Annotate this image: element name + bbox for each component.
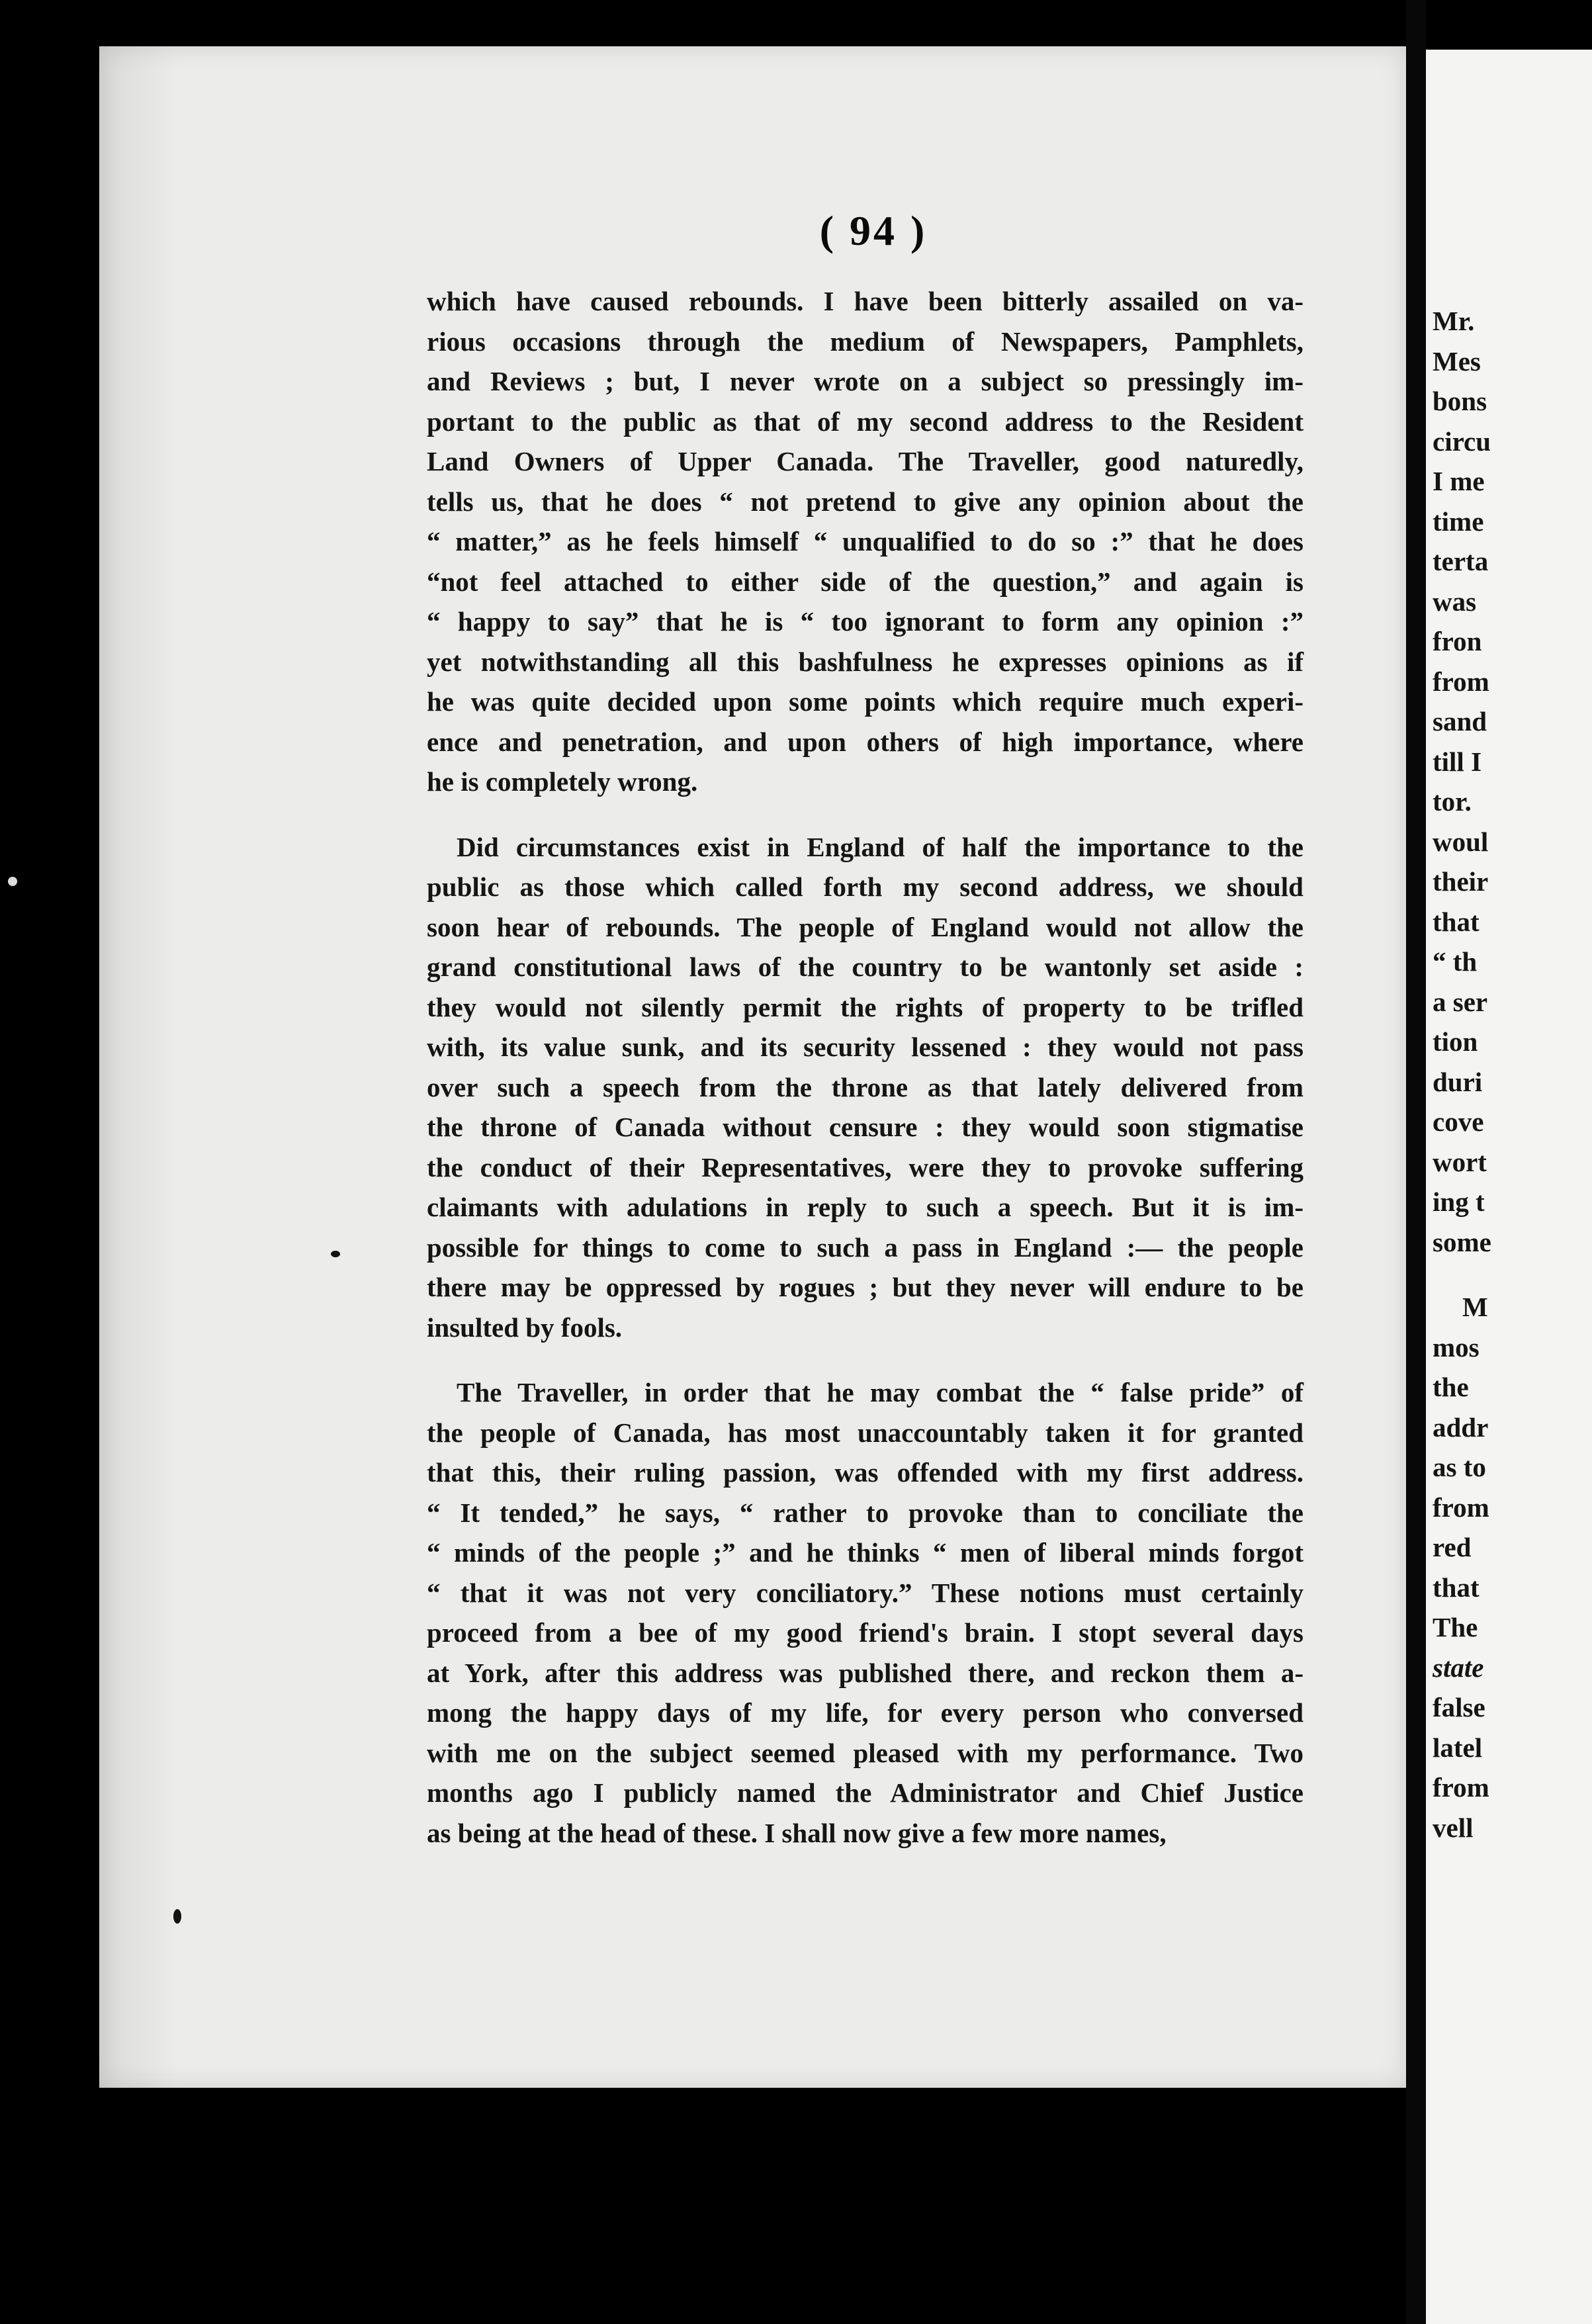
fragment-line: Mes bbox=[1433, 345, 1481, 377]
text-line: he is completely wrong. bbox=[427, 766, 698, 797]
fragment-line: addr bbox=[1433, 1411, 1489, 1443]
text-line: Land Owners of Upper Canada. The Traveller, good naturedly, bbox=[427, 446, 1304, 476]
fragment-line: “ th bbox=[1433, 946, 1478, 977]
fragment-line: from bbox=[1433, 1492, 1489, 1523]
fragment-line: till I bbox=[1433, 746, 1482, 777]
text-line: they would not silently permit the rights of property to be trifled bbox=[427, 991, 1304, 1022]
text-line: the conduct of their Representatives, were they to provoke suffering bbox=[427, 1151, 1304, 1183]
text-line: soon hear of rebounds. The people of England would not allow the bbox=[427, 911, 1304, 942]
text-line: yet notwithstanding all this bashfulness he expresses opinions as if bbox=[427, 646, 1304, 677]
fragment-line: bons bbox=[1433, 386, 1487, 416]
text-line: “ minds of the people ;” and he thinks “ men of liberal minds forgot bbox=[427, 1537, 1304, 1568]
book-gutter bbox=[1406, 0, 1426, 2324]
text-line: “ It tended,” he says, “ rather to provoke than to conciliate the bbox=[427, 1497, 1304, 1528]
text-line: insulted by fools. bbox=[427, 1312, 623, 1343]
fragment-line: cove bbox=[1433, 1106, 1484, 1137]
text-line: that this, their ruling passion, was offended with my first address. bbox=[427, 1457, 1304, 1488]
fragment-line: state bbox=[1433, 1652, 1484, 1683]
text-line: “ happy to say” that he is “ too ignorant to form any opinion :” bbox=[427, 606, 1304, 637]
fragment-line: circu bbox=[1433, 425, 1491, 457]
fragment-line: the bbox=[1433, 1372, 1469, 1402]
text-line: “not feel attached to either side of the question,” and again is bbox=[427, 566, 1304, 597]
paragraph-gap bbox=[427, 1347, 1304, 1372]
fragment-line: as to bbox=[1433, 1452, 1486, 1482]
text-line: tells us, that he does “ not pretend to give any opinion about the bbox=[427, 486, 1304, 517]
text-line: “ that it was not very conciliatory.” These notions must certainly bbox=[427, 1577, 1304, 1608]
fragment-line: was bbox=[1433, 586, 1477, 617]
facing-page-fragment-1 bbox=[1433, 301, 1592, 1262]
text-line: grand constitutional laws of the country to be wantonly set aside : bbox=[427, 952, 1304, 982]
fragment-line: that bbox=[1433, 906, 1480, 937]
fragment-line: wort bbox=[1433, 1146, 1487, 1177]
paragraph-gap bbox=[1433, 1262, 1592, 1287]
text-line: claimants with adulations in reply to such a speech. But it is im- bbox=[427, 1192, 1304, 1222]
fragment-line: time bbox=[1433, 506, 1484, 537]
fragment-line: M bbox=[1462, 1292, 1488, 1322]
fragment-line: Mr. bbox=[1433, 306, 1475, 336]
fragment-line: I me bbox=[1433, 466, 1485, 496]
text-line: “ matter,” as he feels himself “ unqualified to do so :” that he does bbox=[427, 526, 1304, 557]
fragment-line: sand bbox=[1433, 706, 1487, 737]
text-line: possible for things to come to such a pass in England :— the people bbox=[427, 1231, 1304, 1263]
fragment-line: false bbox=[1433, 1692, 1485, 1722]
page-number: ( 94 ) bbox=[819, 207, 928, 254]
ink-speck bbox=[8, 877, 17, 886]
text-line: at York, after this address was published there, and reckon them a- bbox=[427, 1657, 1304, 1688]
text-line: rious occasions through the medium of Newspapers, Pamphlets, bbox=[427, 326, 1304, 357]
fragment-line: a ser bbox=[1433, 986, 1488, 1017]
text-line: proceed from a bee of my good friend's brain. I stopt several days bbox=[427, 1617, 1304, 1648]
text-line: portant to the public as that of my second address to the Resident bbox=[427, 406, 1304, 437]
facing-page-text bbox=[1433, 301, 1592, 1848]
fragment-line: from bbox=[1433, 666, 1489, 697]
paragraph-2 bbox=[427, 827, 1304, 1348]
text-line: mong the happy days of my life, for every person who conversed bbox=[427, 1697, 1304, 1728]
text-line: months ago I publicly named the Administrator and Chief Justice bbox=[427, 1777, 1304, 1808]
text-line: which have caused rebounds. I have been bitterly assailed on va- bbox=[427, 286, 1304, 316]
fragment-line: woul bbox=[1433, 826, 1489, 857]
fragment-line: from bbox=[1433, 1772, 1489, 1803]
fragment-line: ing t bbox=[1433, 1186, 1485, 1217]
body-text bbox=[427, 281, 1304, 1853]
fragment-line: that bbox=[1433, 1572, 1480, 1603]
fragment-line: tor. bbox=[1433, 786, 1472, 817]
text-line: as being at the head of these. I shall now give a few more names, bbox=[427, 1817, 1167, 1848]
text-line: with, its value sunk, and its security lessened : they would not pass bbox=[427, 1032, 1304, 1062]
fragment-line: latel bbox=[1433, 1732, 1483, 1763]
text-line: there may be oppressed by rogues ; but they never will endure to be bbox=[427, 1272, 1304, 1302]
text-line: Did circumstances exist in England of half the importance to the bbox=[457, 831, 1304, 862]
fragment-line: fron bbox=[1433, 626, 1482, 656]
fragment-line: duri bbox=[1433, 1066, 1483, 1097]
text-line: over such a speech from the throne as that lately delivered from bbox=[427, 1071, 1304, 1102]
fragment-line: vell bbox=[1433, 1812, 1474, 1843]
facing-page-fragment-2 bbox=[1433, 1287, 1592, 1848]
paragraph-gap bbox=[427, 802, 1304, 827]
fragment-line: some bbox=[1433, 1226, 1491, 1257]
text-line: ence and penetration, and upon others of high importance, where bbox=[427, 726, 1304, 757]
paragraph-1 bbox=[427, 281, 1304, 802]
text-line: public as those which called forth my second address, we should bbox=[427, 871, 1304, 902]
text-line: with me on the subject seemed pleased with my performance. Two bbox=[427, 1737, 1304, 1768]
ink-speck bbox=[173, 1909, 181, 1924]
fragment-line: red bbox=[1433, 1532, 1472, 1562]
fragment-line: mos bbox=[1433, 1331, 1480, 1363]
text-line: the people of Canada, has most unaccountably taken it for granted bbox=[427, 1417, 1304, 1448]
fragment-line: The bbox=[1433, 1612, 1478, 1642]
fragment-line: their bbox=[1433, 866, 1489, 897]
text-line: and Reviews ; but, I never wrote on a subject so pressingly im- bbox=[427, 366, 1304, 396]
ink-speck bbox=[331, 1251, 340, 1257]
fragment-line: tion bbox=[1433, 1026, 1478, 1057]
paragraph-3 bbox=[427, 1372, 1304, 1853]
text-line: The Traveller, in order that he may combat the “ false pride” of bbox=[457, 1377, 1304, 1408]
text-line: the throne of Canada without censure : they would soon stigmatise bbox=[427, 1112, 1304, 1142]
fragment-line: terta bbox=[1433, 546, 1489, 576]
text-line: he was quite decided upon some points which require much experi- bbox=[427, 686, 1304, 717]
